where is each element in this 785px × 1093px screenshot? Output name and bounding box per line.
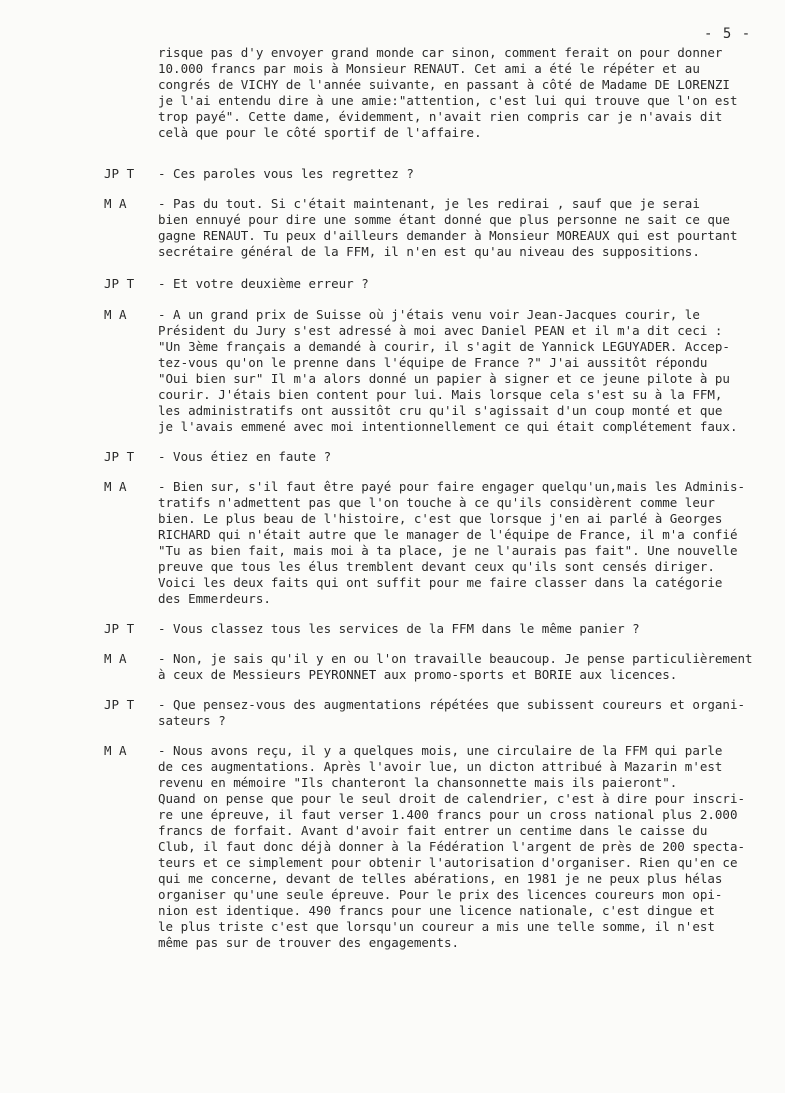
- text-line: risque pas d'y envoyer grand monde car sinon, comment ferait on pour donner: [158, 45, 723, 60]
- text-line: je l'ai entendu dire à une amie:"attention, c'est lui qui trouve que l'on est: [158, 93, 738, 108]
- text-line: même pas sur de trouver des engagements.: [158, 935, 460, 950]
- text-line: tratifs n'admettent pas que l'on touche à ce qu'ils considèrent comme leur: [158, 495, 715, 510]
- speaker-label: M A: [104, 196, 127, 211]
- text-line: RICHARD qui n'était autre que le manager de l'équipe de France, il m'a confié: [158, 527, 738, 542]
- paragraph-text: [158, 276, 758, 292]
- text-line: le plus triste c'est que lorsqu'un coureur a mis une telle somme, il n'est: [158, 919, 715, 934]
- speaker-label: M A: [104, 307, 127, 322]
- text-line: re une épreuve, il faut verser 1.400 francs pour un cross national plus 2.000: [158, 807, 738, 822]
- text-line: "Oui bien sur" Il m'a alors donné un papier à signer et ce jeune pilote à pu: [158, 371, 730, 386]
- text-line: qui me concerne, devant de telles abérations, en 1981 je ne peux plus hélas: [158, 871, 723, 886]
- text-line: - Vous étiez en faute ?: [158, 449, 332, 464]
- paragraph-text: [158, 196, 758, 260]
- text-line: 10.000 francs par mois à Monsieur RENAUT. Cet ami a été le répéter et au: [158, 61, 700, 76]
- text-line: de ces augmentations. Après l'avoir lue, un dicton attribué à Mazarin m'est: [158, 759, 723, 774]
- text-line: les administratifs ont aussitôt cru qu'il s'agissait d'un coup monté et que: [158, 403, 723, 418]
- paragraph-text: [158, 307, 758, 435]
- paragraph-text: [158, 697, 758, 729]
- speaker-label: JP T: [104, 621, 135, 636]
- speaker-label: JP T: [104, 697, 135, 712]
- paragraph-text: [158, 479, 758, 607]
- text-line: Club, il faut donc déjà donner à la Fédération l'argent de près de 200 specta-: [158, 839, 745, 854]
- paragraph-text: [158, 743, 758, 951]
- text-line: tez-vous qu'on le prenne dans l'équipe de France ?" J'ai aussitôt répondu: [158, 355, 708, 370]
- speaker-label: M A: [104, 651, 127, 666]
- text-line: - Pas du tout. Si c'était maintenant, je les redirai , sauf que je serai: [158, 196, 700, 211]
- paragraph-text: [158, 166, 758, 182]
- text-line: congrés de VICHY de l'année suivante, en passant à côté de Madame DE LORENZI: [158, 77, 730, 92]
- speaker-label: JP T: [104, 166, 135, 181]
- text-line: Quand on pense que pour le seul droit de calendrier, c'est à dire pour inscri-: [158, 791, 745, 806]
- paragraph-text: [158, 449, 758, 465]
- text-line: celà que pour le côté sportif de l'affaire.: [158, 125, 482, 140]
- text-line: - Et votre deuxième erreur ?: [158, 276, 369, 291]
- text-line: à ceux de Messieurs PEYRONNET aux promo-sports et BORIE aux licences.: [158, 667, 678, 682]
- text-line: bien ennuyé pour dire une somme étant donné que plus personne ne sait ce que: [158, 212, 730, 227]
- text-line: - Bien sur, s'il faut être payé pour faire engager quelqu'un,mais les Adminis-: [158, 479, 745, 494]
- speaker-label: JP T: [104, 276, 135, 291]
- text-line: preuve que tous les élus tremblent devant ceux qu'ils sont censés diriger.: [158, 559, 715, 574]
- page-number: - 5 -: [704, 26, 752, 42]
- speaker-label: M A: [104, 479, 127, 494]
- text-line: "Tu as bien fait, mais moi à ta place, je ne l'aurais pas fait". Une nouvelle: [158, 543, 738, 558]
- speaker-label: M A: [104, 743, 127, 758]
- paragraph-text: [158, 651, 758, 683]
- paragraph-text: [158, 45, 758, 141]
- text-line: - Non, je sais qu'il y en ou l'on travaille beaucoup. Je pense particulièrement: [158, 651, 753, 666]
- text-line: revenu en mémoire "Ils chanteront la chansonnette mais ils paieront".: [158, 775, 678, 790]
- text-line: bien. Le plus beau de l'histoire, c'est que lorsque j'en ai parlé à Georges: [158, 511, 723, 526]
- text-line: courir. J'étais bien content pour lui. Mais lorsque cela s'est su à la FFM,: [158, 387, 723, 402]
- text-line: "Un 3ème français a demandé à courir, il s'agit de Yannick LEGUYADER. Accep-: [158, 339, 730, 354]
- text-line: organiser qu'une seule épreuve. Pour le prix des licences coureurs mon opi-: [158, 887, 723, 902]
- text-line: teurs et ce simplement pour obtenir l'autorisation d'organiser. Rien qu'en ce: [158, 855, 738, 870]
- text-line: francs de forfait. Avant d'avoir fait entrer un centime dans le caisse du: [158, 823, 708, 838]
- text-line: trop payé". Cette dame, évidemment, n'avait rien compris car je n'avais dit: [158, 109, 723, 124]
- text-line: - Que pensez-vous des augmentations répétées que subissent coureurs et organi-: [158, 697, 745, 712]
- text-line: - A un grand prix de Suisse où j'étais venu voir Jean-Jacques courir, le: [158, 307, 700, 322]
- text-line: sateurs ?: [158, 713, 226, 728]
- text-line: gagne RENAUT. Tu peux d'ailleurs demander à Monsieur MOREAUX qui est pourtant: [158, 228, 738, 243]
- speaker-label: JP T: [104, 449, 135, 464]
- text-line: secrétaire général de la FFM, il n'en est qu'au niveau des suppositions.: [158, 244, 700, 259]
- text-line: Président du Jury s'est adressé à moi avec Daniel PEAN et il m'a dit ceci :: [158, 323, 723, 338]
- text-line: - Ces paroles vous les regrettez ?: [158, 166, 414, 181]
- text-line: Voici les deux faits qui ont suffit pour me faire classer dans la catégorie: [158, 575, 723, 590]
- text-line: des Emmerdeurs.: [158, 591, 271, 606]
- text-line: je l'avais emmené avec moi intentionnellement ce qui était complétement faux.: [158, 419, 738, 434]
- paragraph-text: [158, 621, 758, 637]
- text-line: - Vous classez tous les services de la FFM dans le même panier ?: [158, 621, 640, 636]
- text-line: nion est identique. 490 francs pour une licence nationale, c'est dingue et: [158, 903, 715, 918]
- text-line: - Nous avons reçu, il y a quelques mois, une circulaire de la FFM qui parle: [158, 743, 723, 758]
